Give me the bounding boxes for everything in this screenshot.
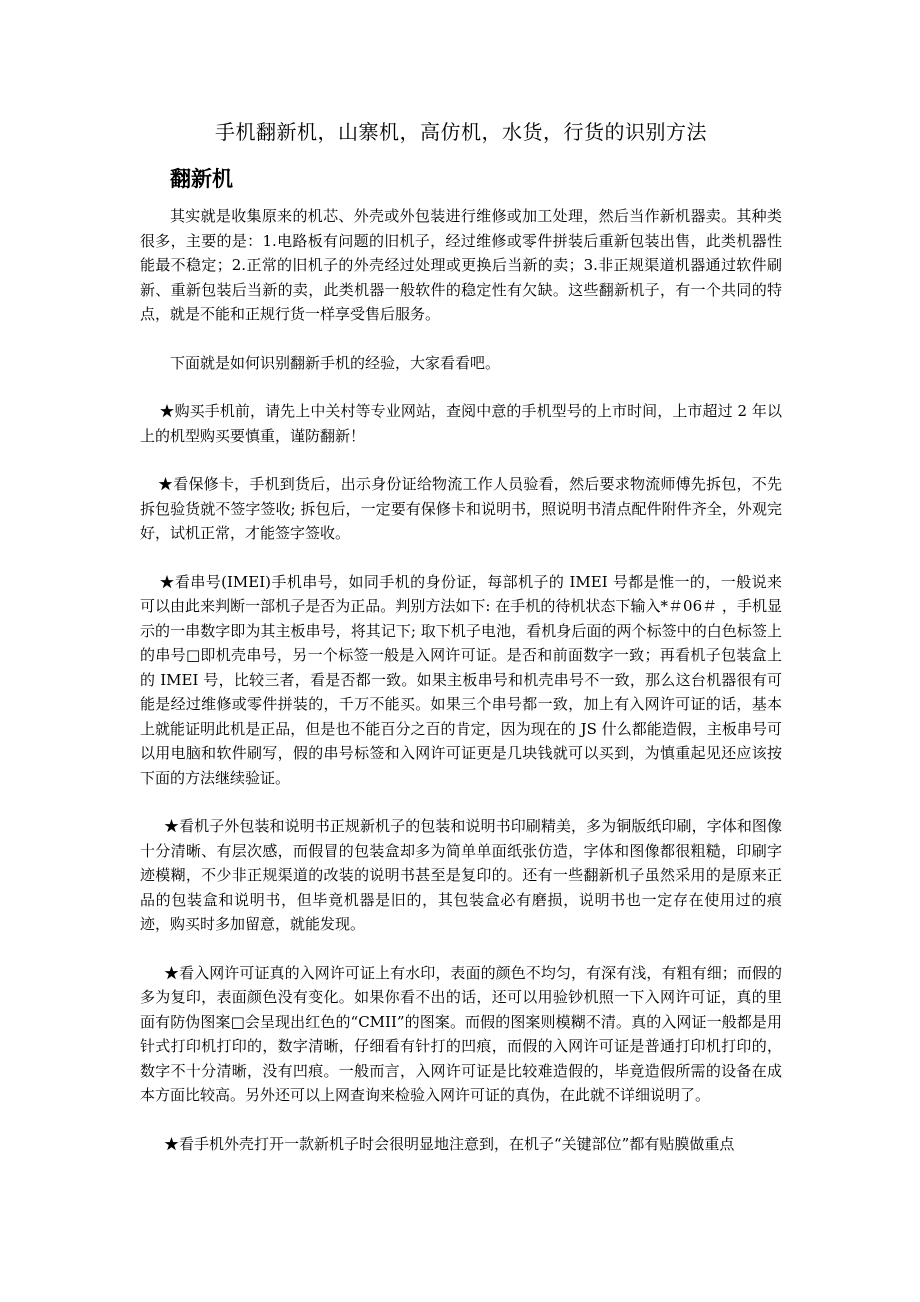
tip-warranty-card: ★看保修卡，手机到货后，出示身份证给物流工作人员验看，然后要求物流师傅先拆包，不先拆包验货就不签字签收; 拆包后，一定要有保修卡和说明书，照说明书清点配件附件齐全，外观完好，试机正常，才能签字签收。 [140,475,782,542]
tip-network-license: ★看入网许可证真的入网许可证上有水印，表面的颜色不均匀，有深有浅，有粗有细；而假的多为复印，表面颜色没有变化。如果你看不出的话，还可以用验钞机照一下入网许可证，真的里面有防伪图案□会呈现出红色的“CMII”的图案。而假的图案则模糊不清。真的入网证一般都是用针式打印机打印的，数字清晰，仔细看有针打的凹痕，而假的入网许可证是普通打印机打印的，数字不十分清晰，没有凹痕。一般而言，入网许可证是比较难造假的，毕竟造假所需的设备在成本方面比较高。另外还可以上网查询来检验入网许可证的真伪，在此就不详细说明了。 [140,963,782,1104]
tip-phone-casing: ★看手机外壳打开一款新机子时会很明显地注意到，在机子“关键部位”都有贴膜做重点 [164,1134,735,1153]
tip-packaging-manual: ★看机子外包装和说明书正规新机子的包装和说明书印刷精美，多为铜版纸印刷，字体和图像十分清晰、有层次感，而假冒的包装盒却多为简单单面纸张仿造，字体和图像都很粗糙，印刷字迹模糊，不少非正规渠道的改装的说明书甚至是复印的。还有一些翻新机子虽然采用的是原来正品的包装盒和说明书，但毕竟机器是旧的，其包装盒必有磨损，说明书也一定存在使用过的痕迹，购买时多加留意，就能发现。 [140,817,782,933]
tip-imei-serial: ★看串号(IMEI)手机串号，如同手机的身份证，每部机子的 IMEI 号都是惟一的，一般说来可以由此来判断一部机子是否为正品。判别方法如下: 在手机的待机状态下输入*＃06＃ ，手机显示的一串数字即为其主板串号，将其记下; 取下机子电池，看机身后面的两个标签中的白色标签上的串号□即机壳串号，另一个标签一般是入网许可证。是否和前面数字一致；再看机子包装盒上的 IMEI 号，比较三者，看是否都一致。如果主板串号和机壳串号不一致，那么这台机器很有可能是经过维修或零件拼装的，千万不能买。如果三个串号都一致，加上有入网许可证的话，基本上就能证明此机是正品，但是也不能百分之百的肯定，因为现在的 JS 什么都能造假，主板串号可以用电脑和软件刷写，假的串号标签和入网许可证更是几块钱就可以买到，为慎重起见还应该按下面的方法继续验证。 [140,572,782,787]
document-title: 手机翻新机，山寨机，高仿机，水货，行货的识别方法 [215,120,707,144]
lead-in-paragraph: 下面就是如何识别翻新手机的经验，大家看看吧。 [170,353,501,372]
intro-paragraph: 其实就是收集原来的机芯、外壳或外包装进行维修或加工处理，然后当作新机器卖。其种类很多，主要的是：1.电路板有问题的旧机子，经过维修或零件拼装后重新包装出售，此类机器性能最不稳定；2.正常的旧机子的外壳经过处理或更换后当新的卖；3.非正规渠道机器通过软件刷新、重新包装后当新的卖，此类机器一般软件的稳定性有欠缺。这些翻新机子，有一个共同的特点，就是不能和正规行货一样享受售后服务。 [140,207,782,323]
document-page [140,118,782,1156]
section-heading: 翻新机 [170,166,233,191]
tip-check-release-date: ★购买手机前，请先上中关村等专业网站，查阅中意的手机型号的上市时间，上市超过 2 年以上的机型购买要慎重，谨防翻新！ [140,402,782,445]
